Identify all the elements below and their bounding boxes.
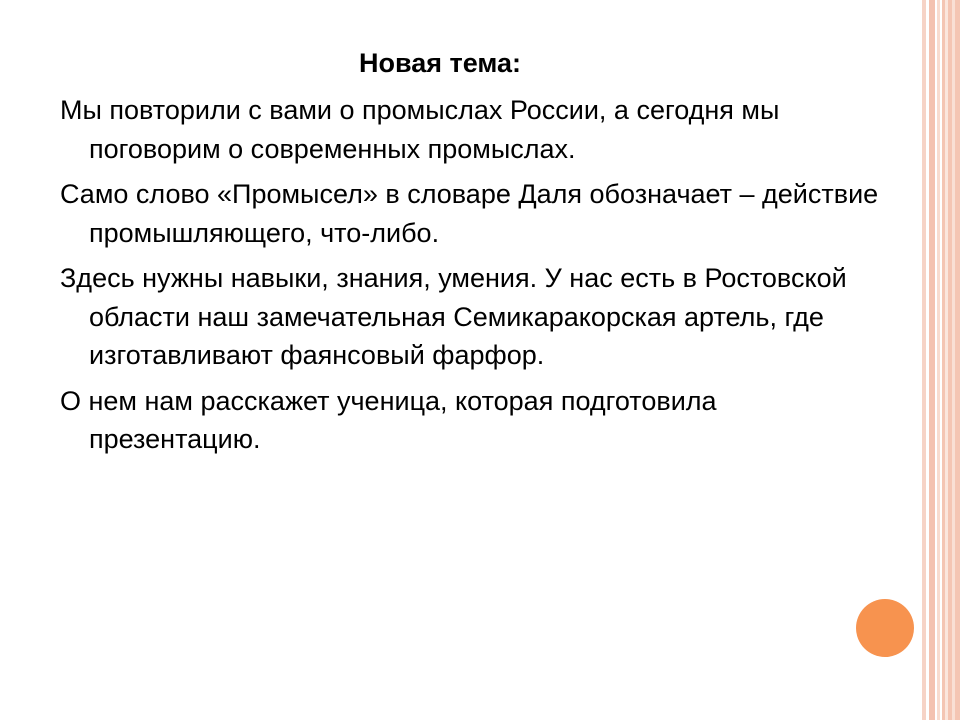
paragraph: О нем нам расскажет ученица, которая подготовила презентацию. bbox=[60, 385, 717, 454]
decorative-stripe bbox=[922, 0, 926, 720]
paragraph: Здесь нужны навыки, знания, умения. У нас есть в Ростовской области наш замечательная Семикаракорская артель, где изготавливают фаянсовый фарфор. bbox=[60, 263, 847, 370]
decorative-stripe bbox=[929, 0, 935, 720]
paragraph: Само слово «Промысел» в словаре Даля обозначает – действие промышляющего, что-либо. bbox=[60, 179, 879, 248]
decorative-circle bbox=[856, 599, 914, 657]
slide-body bbox=[60, 91, 880, 466]
paragraph: Мы повторили с вами о промыслах России, а сегодня мы поговорим о современных промыслах. bbox=[60, 95, 780, 164]
slide-title: Новая тема: bbox=[358, 48, 521, 78]
decorative-stripe bbox=[945, 0, 948, 720]
decorative-stripe bbox=[937, 0, 940, 720]
decorative-stripe bbox=[952, 0, 955, 720]
